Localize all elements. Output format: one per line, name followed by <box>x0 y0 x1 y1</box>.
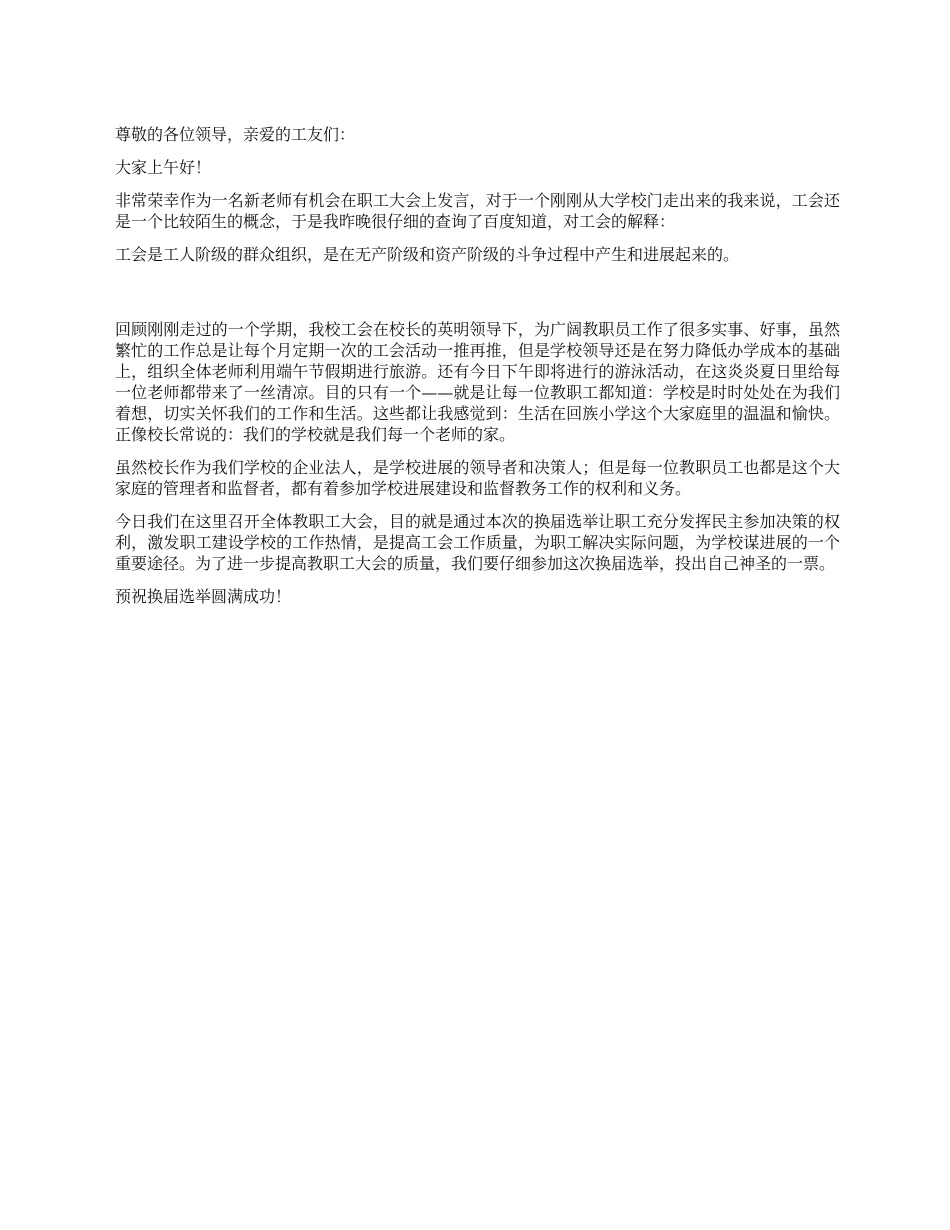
paragraph-definition: 工会是工人阶级的群众组织，是在无产阶级和资产阶级的斗争过程中产生和进展起来的。 <box>115 245 740 264</box>
greeting: 大家上午好！ <box>115 158 212 177</box>
paragraph-intro: 非常荣幸作为一名新老师有机会在职工大会上发言，对于一个刚刚从大学校门走出来的我来说，工会还是一个比较陌生的概念，于是我昨晚很仔细的查询了百度知道，对工会的解释： <box>115 191 840 231</box>
document-body <box>115 124 840 619</box>
paragraph-purpose: 今日我们在这里召开全体教职工大会，目的就是通过本次的换届选举让职工充分发挥民主参加决策的权利，激发职工建设学校的工作热情，是提高工会工作质量，为职工解决实际问题，为学校谋进展的一个重要途径。为了进一步提高教职工大会的质量，我们要仔细参加这次换届选举，投出自己神圣的一票。 <box>115 512 840 573</box>
salutation: 尊敬的各位领导，亲爱的工友们： <box>115 125 356 144</box>
closing: 预祝换届选举圆满成功！ <box>115 587 292 606</box>
paragraph-review: 回顾刚刚走过的一个学期，我校工会在校长的英明领导下，为广阔教职员工作了很多实事、好事，虽然繁忙的工作总是让每个月定期一次的工会活动一推再推，但是学校领导还是在努力降低办学成本的基础上，组织全体老师利用端午节假期进行旅游。还有今日下午即将进行的游泳活动，在这炎炎夏日里给每一位老师都带来了一丝清凉。目的只有一个——就是让每一位教职工都知道：学校是时时处处在为我们着想，切实关怀我们的工作和生活。这些都让我感觉到：生活在回族小学这个大家庭里的温温和愉快。正像校长常说的：我们的学校就是我们每一个老师的家。 <box>115 320 840 444</box>
paragraph-roles: 虽然校长作为我们学校的企业法人，是学校进展的领导者和决策人；但是每一位教职员工也都是这个大家庭的管理者和监督者，都有着参加学校进展建设和监督教务工作的权利和义务。 <box>115 458 840 498</box>
